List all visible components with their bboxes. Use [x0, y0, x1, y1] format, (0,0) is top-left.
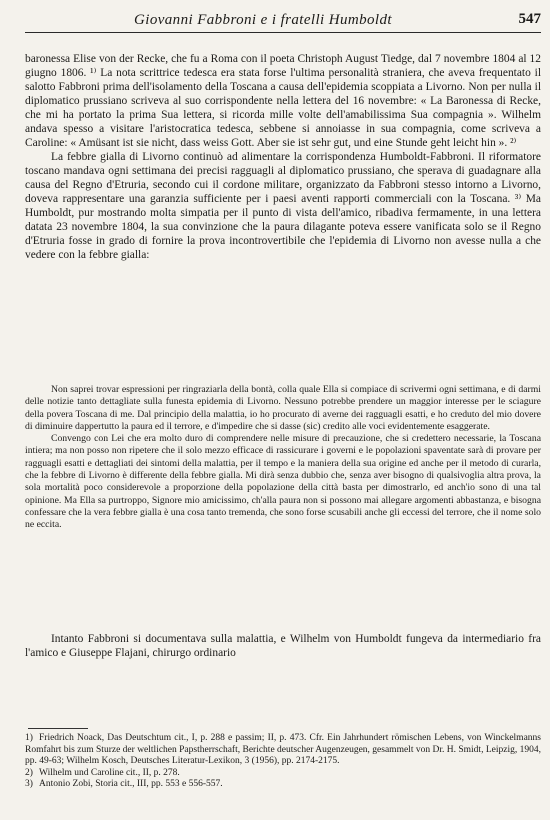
footnote-1-mark: 1)	[25, 733, 33, 743]
footnote-2	[25, 768, 541, 780]
footnotes	[25, 733, 541, 791]
footnote-2-text: Wilhelm und Caroline cit., II, p. 278.	[39, 767, 180, 778]
paragraph-3: Intanto Fabbroni si documentava sulla malattia, e Wilhelm von Humboldt fungeva da intermediario fra l'amico e Giuseppe Flajani, chirurgo ordinario	[25, 633, 541, 659]
running-title: Giovanni Fabbroni e i fratelli Humboldt	[134, 12, 392, 28]
footnote-rule	[28, 728, 88, 729]
footnote-2-mark: 2)	[25, 767, 33, 778]
page-number: 547	[518, 11, 541, 27]
footnote-3-mark: 3)	[25, 779, 33, 790]
paragraph-2: La febbre gialla di Livorno continuò ad alimentare la corrispondenza Humboldt-Fabbroni. Il riformatore toscano mandava ogni settimana dei precisi ragguagli al diplomatico prussiano, che sperava di guadagnare alla causa del Regno d'Etruria, secondo cui il cordone militare, organizzato da Fabbroni stesso intorno a Livorno, doveva rappresentare una garanzia sufficiente per i paesi aventi rapporti commerciali con la Toscana. ³⁾ Ma Humboldt, pur mostrando molta simpatia per il punto di vista dell'amico, ribadiva fermamente, in una lettera datata 23 novembre 1804, la sua convinzione che la paura dilagante poteva essere vanificata solo se il Regno d'Etruria fosse in grado di fornire la prova incontrovertibile che l'epidemia di Livorno non avesse nulla a che vedere con la febbre gialla:	[25, 151, 541, 261]
footnote-1-text: Friedrich Noack, Das Deutschtum cit., I, p. 288 e passim; II, p. 473. Cfr. Ein Jahrhundert römischen Lebens, von Winckelmanns Romfahrt bis zum Sturze der weltlichen Papstherrschaft, Berichte deutscher Augenzeugen, gesammelt von Dr. H. Smidt, Leipzig, 1904, pp. 49-63; Wilhelm Kosch, Deutsches Literatur-Lexikon, 3 (1956), pp. 2174-2175.	[25, 733, 541, 767]
block-quote	[25, 384, 541, 532]
quote-paragraph-1: Non saprei trovar espressioni per ringraziarla della bontà, colla quale Ella si compiace di scrivermi ogni settimana, e di darmi delle notizie tanto dettagliate sulla funesta epidemia di Livorno. Nessuno potrebbe prendere un maggior interesse per le sciagure della povera Toscana di me. Dal principio della malattia, io ho procurato di averne dei ragguagli esatti, e ho creduto del mio dovere di diminuire dappertutto la paura ed il terrore, e d'impedire che si dasse (sic) credito alle voci evidentemente esaggerate.	[25, 384, 541, 432]
body-text-top	[25, 52, 541, 262]
running-header	[25, 10, 541, 33]
footnote-3	[25, 779, 541, 791]
quote-paragraph-2: Convengo con Lei che era molto duro di comprendere nelle misure di precauzione, che si credettero necessarie, la Toscana intiera; ma non posso non ripetere che il solo mezzo efficace di rassicurare i governi e le popolazioni spaventate sarà di provare per ragguagli esatti e dettagliati dei sintomi della malattia, per il tempo e la maniera della sua origine ed anche per il metodo di curarla, che la febbre di Livorno è differente della febbre gialla. Mi dirà senza dubbio che, senza aver bisogno di qualsivoglia altra prova, la sola mortalità poco considerevole a proporzione della popolazione della città basta per dimostrarlo, ed anch'io sono di una tal opinione. Ma Ella sa purtroppo, Signore mio amicissimo, ch'alla paura non si possono mai allegare argomenti abbastanza, e bisogna confessare che la vera febbre gialla è una cosa tanto tremenda, che sono forse scusabili anche gli eccessi del terrore, che il nome solo ne eccita.	[25, 433, 541, 531]
paragraph-1: baronessa Elise von der Recke, che fu a Roma con il poeta Christoph August Tiedge, dal 7 novembre 1804 al 12 giugno 1806. ¹⁾ La nota scrittrice tedesca era stata forse l'ultima personalità straniera, che aveva frequentato il salotto Fabbroni prima dell'isolamento della Toscana a causa dell'epidemia scoppiata a Livorno. Non per nulla il diplomatico prussiano scriveva al suo corrispondente nella lettera del 16 novembre: « La Baronessa di Recke, che mi ha portato la prima Sua lettera, si ricorda mille volte dell'amabilissima Sua compagnia ». Wilhelm andava spesso a visitare l'aristocratica tedesca, sebbene si annoiasse in sua compagnia, come scriveva a Caroline: « Amüsant ist sie nicht, dass weiss Gott. Aber sie ist sehr gut, und eine Stunde geht leicht hin ». ²⁾	[25, 53, 541, 149]
footnote-1	[25, 733, 541, 768]
footnote-3-text: Antonio Zobi, Storia cit., III, pp. 553 e 556-557.	[39, 779, 223, 790]
body-text-bottom	[25, 632, 541, 660]
